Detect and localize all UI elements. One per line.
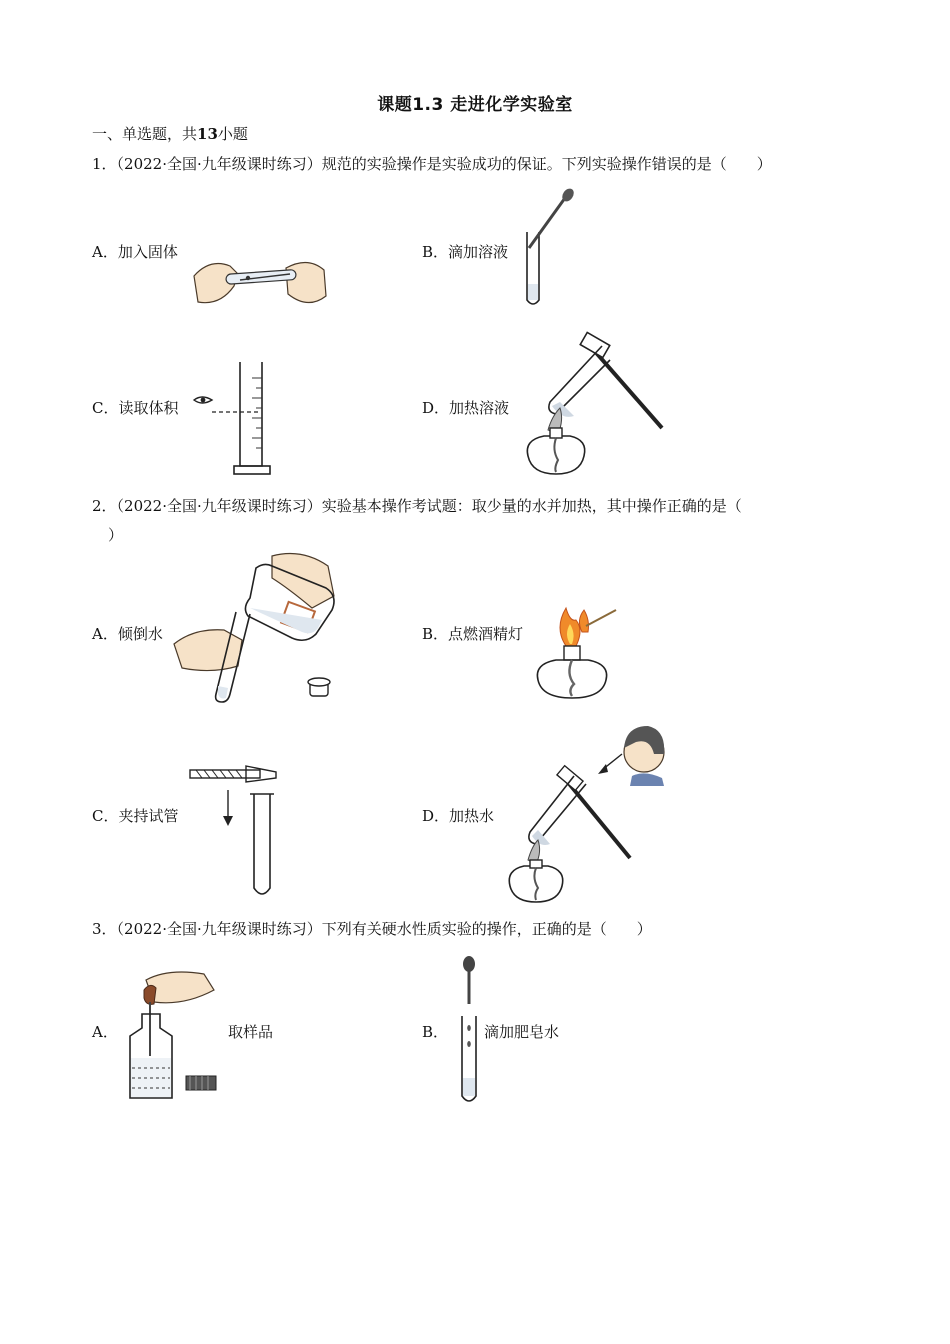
question-3-text: （2022·全国·九年级课时练习）下列有关硬水性质实验的操作，正确的是（ ）: [116, 920, 652, 938]
question-1-stem: [92, 154, 772, 174]
pouring-water-illustration: [172, 548, 342, 706]
q2-option-d-label: 加热水: [449, 807, 495, 825]
section-suffix: 小题: [217, 125, 248, 143]
q1-option-b-label: 滴加溶液: [448, 243, 509, 261]
q2-option-b-label: 点燃酒精灯: [448, 625, 524, 643]
q3-option-a-label[interactable]: 取样品: [228, 1023, 274, 1041]
lighting-alcohol-lamp-illustration: [532, 600, 624, 704]
heating-test-tube-illustration: [522, 330, 672, 480]
question-2-stem-end: ）: [108, 526, 124, 544]
adding-soap-water-illustration: [456, 954, 484, 1106]
q3-option-a-letter[interactable]: A．: [92, 1023, 118, 1041]
dropper-in-test-tube-illustration: [515, 188, 585, 310]
q1-option-c-label: 读取体积: [118, 399, 179, 417]
graduated-cylinder-reading-illustration: [190, 358, 280, 478]
q1-option-b[interactable]: [422, 242, 508, 262]
q1-option-d-label: 加热溶液: [449, 399, 510, 417]
test-tube-holder-illustration: [186, 764, 282, 904]
q1-option-d-letter: D．: [422, 399, 450, 417]
q2-option-b[interactable]: [422, 624, 523, 644]
q2-option-c-label: 夹持试管: [118, 807, 179, 825]
page-title: 课题1.3 走进化学实验室: [377, 95, 573, 115]
question-2-text: （2022·全国·九年级课时练习）实验基本操作考试题：取少量的水并加热，其中操作正确的是（: [116, 497, 742, 515]
q1-option-c[interactable]: [92, 398, 179, 418]
q2-option-d[interactable]: [422, 806, 494, 826]
question-1-number: 1．: [92, 155, 117, 173]
heating-water-illustration: [504, 720, 670, 906]
q2-option-d-letter: D．: [422, 807, 450, 825]
q1-option-b-letter: B．: [422, 243, 449, 261]
adding-solid-to-test-tube-illustration: [190, 256, 330, 312]
question-3-stem: [92, 919, 652, 939]
q2-option-a-label: 倾倒水: [117, 625, 163, 643]
question-2-stem: [92, 496, 742, 516]
q1-option-a-label: 加入固体: [117, 243, 178, 261]
section-count: 13: [197, 125, 218, 143]
section-prefix: 一、单选题，共: [92, 125, 198, 143]
q2-option-c[interactable]: [92, 806, 179, 826]
q2-option-b-letter: B．: [422, 625, 449, 643]
q1-option-d[interactable]: [422, 398, 509, 418]
q1-option-a-letter: A．: [92, 243, 118, 261]
q1-option-c-letter: C．: [92, 399, 119, 417]
q3-option-b-letter[interactable]: B．: [422, 1023, 449, 1041]
question-3-number: 3．: [92, 920, 117, 938]
section-heading: [92, 124, 248, 144]
question-1-text: （2022·全国·九年级课时练习）规范的实验操作是实验成功的保证。下列实验操作错误的是（ ）: [116, 155, 772, 173]
q2-option-c-letter: C．: [92, 807, 119, 825]
q3-option-b-label[interactable]: 滴加肥皂水: [484, 1023, 560, 1041]
q1-option-a[interactable]: [92, 242, 178, 262]
q2-option-a[interactable]: [92, 624, 163, 644]
sampling-from-bottle-illustration: [124, 968, 224, 1104]
question-2-number: 2．: [92, 497, 117, 515]
q2-option-a-letter: A．: [92, 625, 118, 643]
